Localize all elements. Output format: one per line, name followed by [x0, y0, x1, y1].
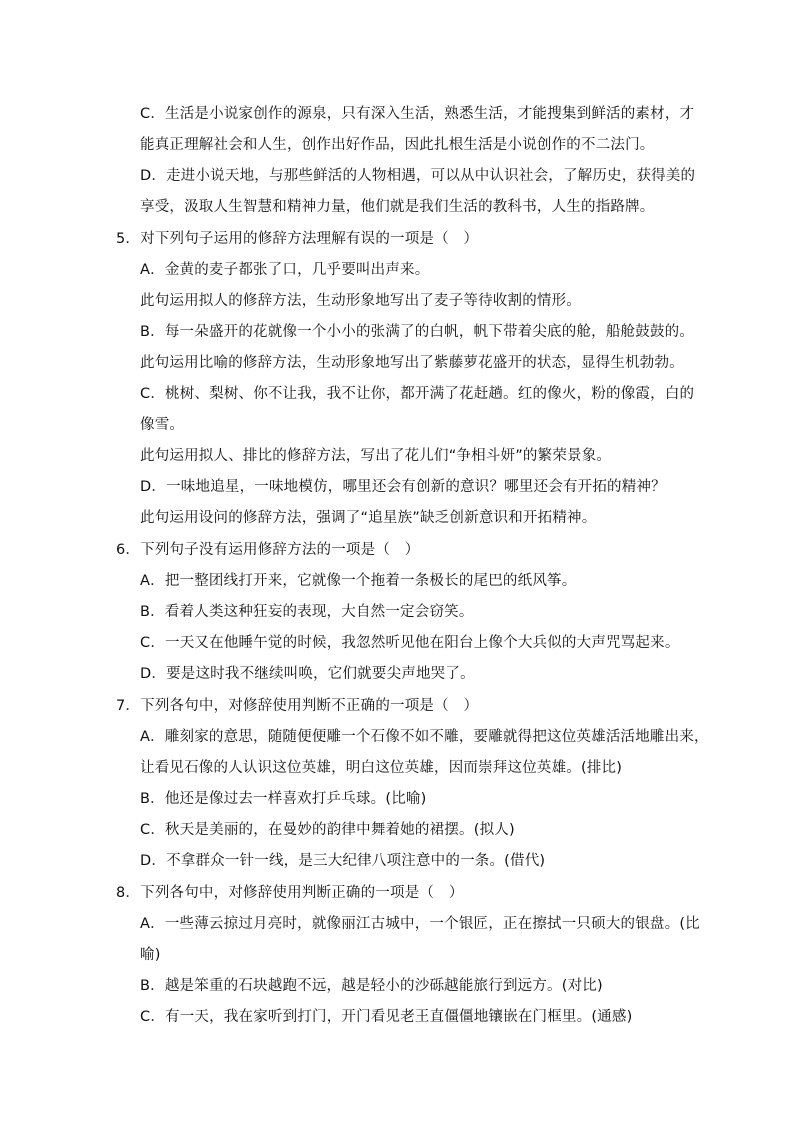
question-6: 6．下列句子没有运用修辞方法的一项是（ ） [116, 542, 420, 558]
option-c-line-2: 能真正理解社会和人生，创作出好作品，因此扎根生活是小说创作的不二法门。 [140, 137, 655, 153]
q6-option-a: A．把一整团线打开来，它就像一个拖着一条极长的尾巴的纸风筝。 [140, 573, 577, 589]
option-d-line-2: 享受，汲取人生智慧和精神力量，他们就是我们生活的教科书，人生的指路牌。 [140, 199, 655, 215]
q5-option-a-analysis: 此句运用拟人的修辞方法，生动形象地写出了麦子等待收割的情形。 [140, 293, 581, 309]
q7-option-a-line-1: A．雕刻家的意思，随随便便雕一个石像不如不雕，要雕就得把这位英雄活活地雕出来， [140, 729, 709, 745]
q5-option-b-analysis: 此句运用比喻的修辞方法，生动形象地写出了紫藤萝花盛开的状态，显得生机勃勃。 [140, 355, 684, 371]
q8-option-c: C．有一天，我在家听到打门，开门看见老王直僵僵地镶嵌在门框里。(通感) [140, 1009, 633, 1025]
q5-option-c-analysis: 此句运用拟人、排比的修辞方法，写出了花儿们“争相斗妍”的繁荣景象。 [140, 448, 612, 464]
q7-option-c: C．秋天是美丽的，在曼妙的韵律中舞着她的裙摆。(拟人) [140, 822, 515, 838]
q7-option-d: D．不拿群众一针一线，是三大纪律八项注意中的一条。(借代) [140, 853, 546, 869]
q5-option-b: B．每一朵盛开的花就像一个小小的张满了的白帆，帆下带着尖底的舱，船舱鼓鼓的。 [140, 324, 695, 340]
question-8: 8．下列各句中，对修辞使用判断正确的一项是（ ） [116, 885, 464, 901]
q8-option-b: B．越是笨重的石块越跑不远，越是轻小的沙砾越能旅行到远方。(对比) [140, 978, 603, 994]
q7-option-a-line-2: 让看见石像的人认识这位英雄，明白这位英雄，因而崇拜这位英雄。(排比) [140, 760, 623, 776]
q5-option-d: D．一味地追星，一味地模仿，哪里还会有创新的意识？哪里还会有开拓的精神？ [140, 479, 666, 495]
q5-option-c-line-1: C．桃树、梨树、你不让我，我不让你，都开满了花赶趟。红的像火，粉的像霞，白的 [140, 386, 695, 402]
question-7: 7．下列各句中，对修辞使用判断不正确的一项是（ ） [116, 698, 479, 714]
q8-option-a-line-1: A．一些薄云掠过月亮时，就像丽江古城中，一个银匠，正在擦拭一只硕大的银盘。(比 [140, 916, 700, 932]
q5-option-a: A．金黄的麦子都张了口，几乎要叫出声来。 [140, 262, 430, 278]
option-c-line-1: C．生活是小说家创作的源泉，只有深入生活，熟悉生活，才能搜集到鲜活的素材，才 [140, 106, 695, 122]
q8-option-a-line-2: 喻) [140, 947, 161, 963]
question-5: 5．对下列句子运用的修辞方法理解有误的一项是（ ） [116, 231, 479, 247]
q5-option-c-line-2: 像雪。 [140, 417, 185, 433]
q5-option-d-analysis: 此句运用设问的修辞方法，强调了“追星族”缺乏创新意识和开拓精神。 [140, 510, 597, 526]
q6-option-d: D．要是这时我不继续叫唤，它们就要尖声地哭了。 [140, 666, 475, 682]
q6-option-c: C．一天又在他睡午觉的时候，我忽然听见他在阳台上像个大兵似的大声咒骂起来。 [140, 635, 680, 651]
q6-option-b: B．看着人类这种狂妄的表现，大自然一定会窃笑。 [140, 604, 474, 620]
option-d-line-1: D．走进小说天地，与那些鲜活的人物相遇，可以从中认识社会，了解历史，获得美的 [140, 168, 696, 184]
q7-option-b: B．他还是像过去一样喜欢打乒乓球。(比喻) [140, 791, 427, 807]
